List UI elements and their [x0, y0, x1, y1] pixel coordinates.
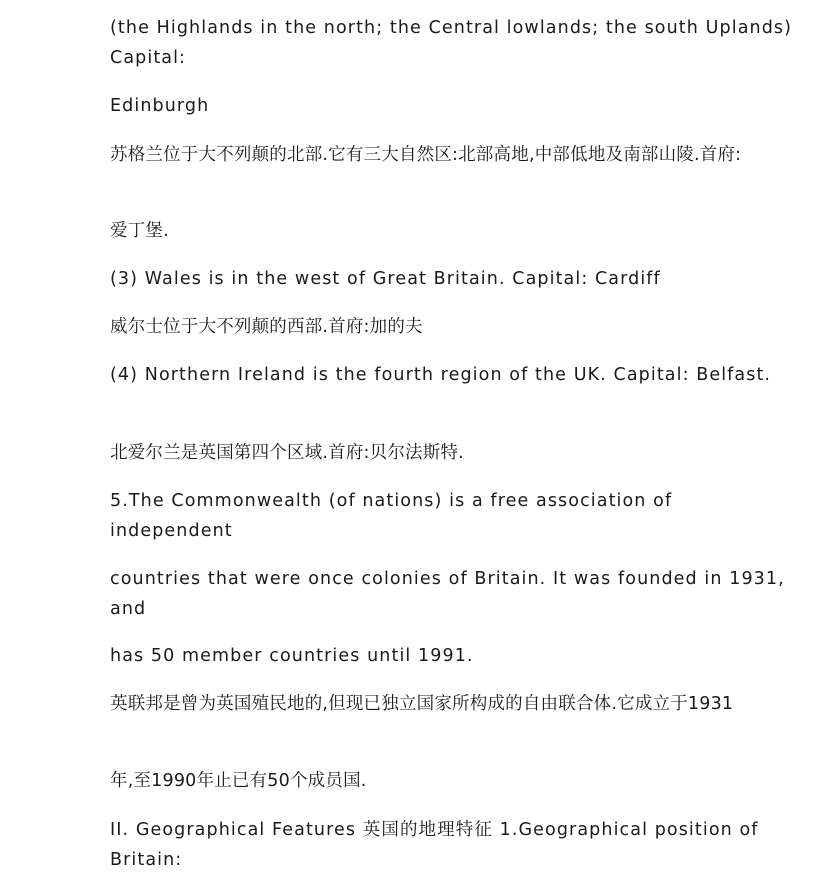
paragraph-edinburgh: Edinburgh [110, 96, 210, 116]
paragraph-commonwealth-1: 5.The Commonwealth (of nations) is a free association of independent [110, 491, 673, 541]
paragraph-geographical-features: II. Geographical Features 英国的地理特征 1.Geographical position of Britain: [110, 820, 759, 870]
paragraph-commonwealth-cn-1: 英联邦是曾为英国殖民地的,但现已独立国家所构成的自由联合体.它成立于1931 [110, 694, 734, 714]
paragraph-wales-cn: 威尔士位于大不列颠的西部.首府:加的夫 [110, 317, 423, 337]
paragraph-scotland-regions: (the Highlands in the north; the Central lowlands; the south Uplands) Capital: [110, 18, 793, 68]
paragraph-wales: (3) Wales is in the west of Great Britain. Capital: Cardiff [110, 269, 661, 289]
paragraph-scotland-cn: 苏格兰位于大不列颠的北部.它有三大自然区:北部高地,中部低地及南部山陵.首府: [110, 145, 742, 165]
paragraph-northern-ireland: (4) Northern Ireland is the fourth region of the UK. Capital: Belfast. [110, 365, 772, 385]
paragraph-commonwealth-cn-2: 年,至1990年止已有50个成员国. [110, 771, 367, 791]
paragraph-edinburgh-cn: 爱丁堡. [110, 221, 169, 241]
paragraph-commonwealth-3: has 50 member countries until 1991. [110, 646, 474, 666]
paragraph-northern-ireland-cn: 北爱尔兰是英国第四个区域.首府:贝尔法斯特. [110, 443, 464, 463]
paragraph-commonwealth-2: countries that were once colonies of Britain. It was founded in 1931, and [110, 569, 785, 619]
